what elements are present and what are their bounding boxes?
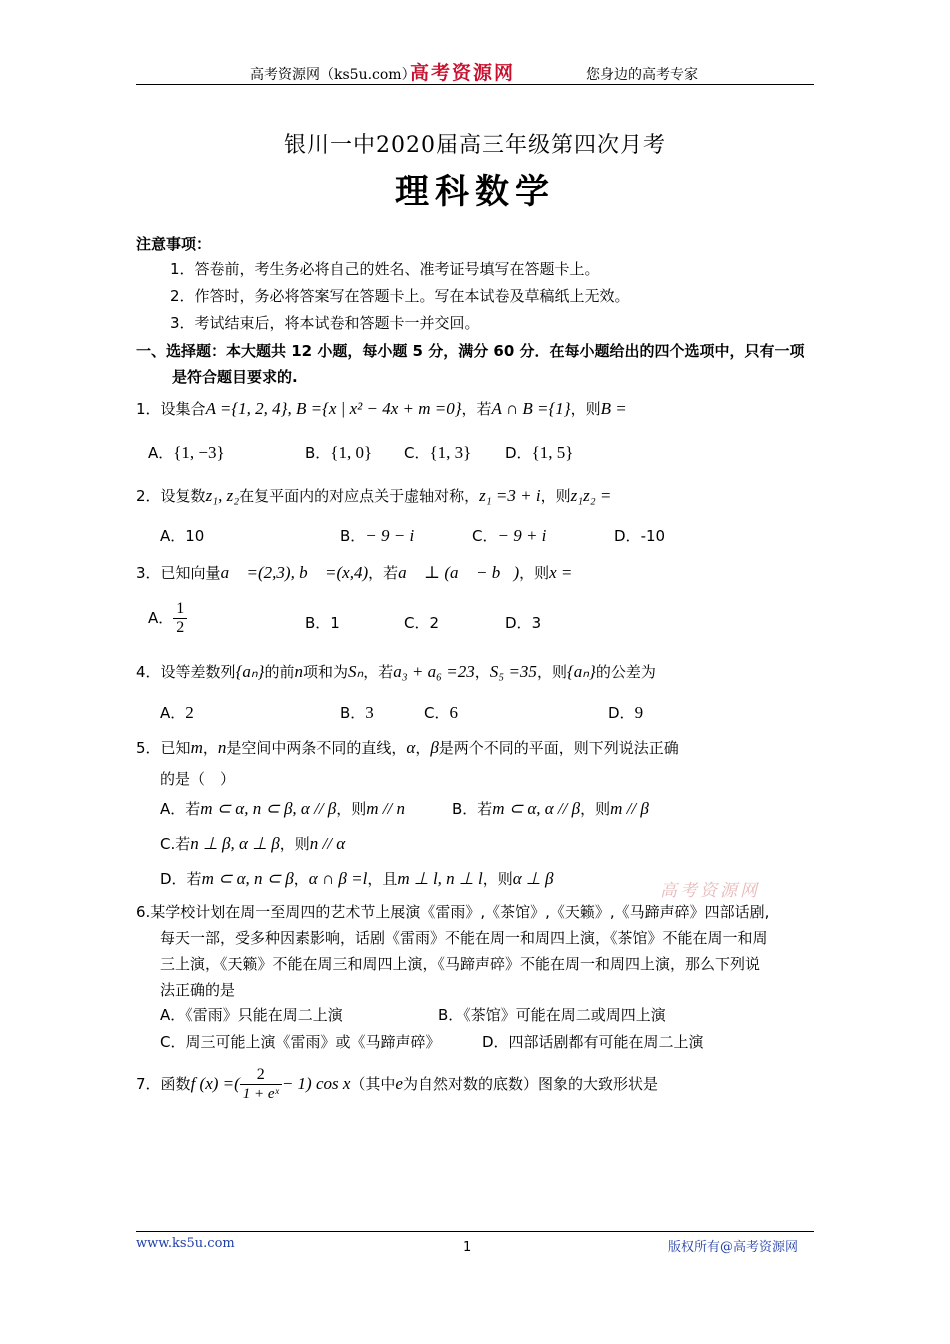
option-text: ，则 <box>336 800 367 818</box>
option-math: α ∩ β =l <box>308 869 368 888</box>
option-value: 2 <box>185 703 194 722</box>
q7-fraction <box>240 1066 282 1103</box>
q5-text: 是两个不同的平面，则下列说法正确 <box>438 739 679 757</box>
q7-text-post1: （其中 <box>350 1075 396 1093</box>
header-left: 高考资源网（ks5u.com） <box>250 67 416 83</box>
footer-rule <box>136 1231 814 1232</box>
option-value: {1, −3} <box>173 443 225 462</box>
q1-text-mid: ，若 <box>461 400 492 418</box>
q4-text-mid2: 项和为 <box>302 663 348 681</box>
option-label: A． <box>148 609 174 627</box>
option-label: B． <box>340 704 366 722</box>
q5-math-beta: β <box>430 738 439 757</box>
option-value: -10 <box>640 527 666 545</box>
q5-text: ， <box>202 739 218 757</box>
q2-option-b <box>340 525 414 546</box>
fraction-denominator: 1 + eˣ <box>242 1086 279 1102</box>
option-value: 1 <box>330 614 340 632</box>
option-value: 2 <box>429 614 440 632</box>
option-fraction <box>173 600 187 637</box>
q4-math-cond1: a₃ + a₆ =23 <box>393 662 475 681</box>
q6-option-b: B．《茶馆》可能在周二或周四上演 <box>438 1006 666 1024</box>
q5-option-a <box>160 799 405 819</box>
q7-text-post2: 为自然对数的底数）图象的大致形状是 <box>402 1075 658 1093</box>
q4-math-cond2: S₅ =35 <box>489 662 537 681</box>
option-value: 6 <box>449 703 458 722</box>
fraction-numerator: 1 <box>173 600 187 619</box>
q1-math-intersection: A ∩ B ={1} <box>491 399 571 418</box>
option-label: C.若 <box>160 835 191 853</box>
question-1 <box>136 399 627 419</box>
q4-text-mid5: ，则 <box>536 663 567 681</box>
q4-option-d <box>608 702 643 723</box>
q5-option-b <box>452 799 649 819</box>
option-label: D．若 <box>160 870 202 888</box>
footer-copyright: 版权所有@高考资源网 <box>668 1240 799 1255</box>
q4-math-n: n <box>294 662 303 681</box>
option-label: B． <box>305 614 331 632</box>
q7-math-rhs: − 1) cos x <box>281 1074 351 1093</box>
option-math: m ⊂ α, n ⊂ β, α // β <box>200 799 337 818</box>
q6-option-d: D．四部话剧都有可能在周二上演 <box>482 1033 704 1051</box>
q3-math-vectors: a⃗ =(2,3), b⃗ =(x,4) <box>220 563 369 582</box>
option-value: {1, 3} <box>429 443 472 462</box>
option-math: m // β <box>610 799 649 818</box>
option-label: B． <box>305 444 331 462</box>
q5-option-d <box>160 869 553 889</box>
q2-number: 2． <box>136 487 161 505</box>
q5-number: 5． <box>136 739 161 757</box>
q3-math-perp: a⃗ ⊥ (a⃗ − b⃗) <box>398 563 520 582</box>
q6-line-1: 6.某学校计划在周一至周四的艺术节上展演《雷雨》,《茶馆》,《天籁》,《马蹄声碎》四部话剧, <box>136 903 770 921</box>
q3-option-c <box>404 612 439 633</box>
option-label: C． <box>404 614 430 632</box>
option-text: ，则 <box>482 870 513 888</box>
q3-option-a <box>148 600 187 637</box>
q6-option-a: A．《雷雨》只能在周二上演 <box>160 1006 343 1024</box>
option-label: C． <box>472 527 498 545</box>
option-label: D． <box>614 527 641 545</box>
q2-option-d <box>614 525 665 546</box>
notice-item-2: 2．作答时，务必将答案写在答题卡上。写在本试卷及草稿纸上无效。 <box>170 287 630 305</box>
option-value: {1, 0} <box>330 443 373 462</box>
notice-item-3: 3．考试结束后，将本试卷和答题卡一并交回。 <box>170 314 480 332</box>
notice-heading: 注意事项： <box>136 235 212 253</box>
option-label: A． <box>160 527 186 545</box>
section-heading-cont: 是符合题目要求的. <box>172 368 298 386</box>
option-label: D． <box>505 614 532 632</box>
option-label: A．若 <box>160 800 201 818</box>
q5-text: ， <box>415 739 431 757</box>
q4-text-post: 的公差为 <box>595 663 656 681</box>
q2-option-a <box>160 525 204 546</box>
option-text: ，则 <box>279 835 310 853</box>
section-heading: 一、选择题：本大题共 12 小题，每小题 5 分，满分 60 分．在每小题给出的四个选项中，只有一项 <box>136 342 805 360</box>
q3-option-d <box>505 612 541 633</box>
q6-option-c: C．周三可能上演《雷雨》或《马蹄声碎》 <box>160 1033 441 1051</box>
option-label: C． <box>424 704 450 722</box>
q4-math-seq: {aₙ} <box>235 662 265 681</box>
q5-math-alpha: α <box>406 738 416 757</box>
header-right: 您身边的高考专家 <box>586 67 698 83</box>
q2-math-product: z₁z₂ = <box>570 486 612 505</box>
option-value: 9 <box>634 703 644 722</box>
q6-line-4: 法正确的是 <box>160 981 236 999</box>
option-label: D． <box>608 704 635 722</box>
option-math: m ⊂ α, n ⊂ β <box>201 869 294 888</box>
question-7 <box>136 1064 658 1104</box>
q2-math-z: z₁, z₂ <box>205 486 240 505</box>
q3-text-pre: 已知向量 <box>160 564 221 582</box>
question-4 <box>136 662 656 682</box>
notice-item-1: 1．答卷前，考生务必将自己的姓名、准考证号填写在答题卡上。 <box>170 260 600 278</box>
q3-text-mid: ，若 <box>368 564 399 582</box>
q2-text-post: ，则 <box>540 487 571 505</box>
q4-text-pre: 设等差数列 <box>160 663 236 681</box>
q4-number: 4． <box>136 663 161 681</box>
q4-option-c <box>424 702 458 723</box>
page-number: 1 <box>463 1240 472 1255</box>
q3-option-b <box>305 612 340 633</box>
question-3 <box>136 563 572 583</box>
q3-text-post: ，则 <box>519 564 550 582</box>
option-text: ，且 <box>367 870 398 888</box>
q2-text-mid: 在复平面内的对应点关于虚轴对称， <box>239 487 480 505</box>
option-label: D． <box>505 444 532 462</box>
subject-title: 理科数学 <box>395 172 555 212</box>
q1-option-c <box>404 442 471 463</box>
q5-option-c <box>160 834 345 854</box>
q4-text-mid3: ，若 <box>363 663 394 681</box>
option-label: B．若 <box>452 800 493 818</box>
option-math: α ⊥ β <box>512 869 554 888</box>
option-math: m // n <box>366 799 406 818</box>
q5-math-m: m <box>190 738 203 757</box>
q5-math-n: n <box>217 738 227 757</box>
q2-option-c <box>472 525 546 546</box>
option-label: A． <box>160 704 186 722</box>
q5-line2: 的是（ ） <box>160 770 236 788</box>
q4-option-a <box>160 702 194 723</box>
q5-text: 已知 <box>160 739 191 757</box>
option-value: − 9 − i <box>365 526 415 545</box>
q3-number: 3． <box>136 564 161 582</box>
q7-math-e: e <box>395 1074 403 1093</box>
q1-option-b <box>305 442 372 463</box>
q4-option-b <box>340 702 374 723</box>
option-label: B． <box>340 527 366 545</box>
question-2 <box>136 486 611 506</box>
q2-text-pre: 设复数 <box>160 487 206 505</box>
q5-text: 是空间中两条不同的直线， <box>226 739 407 757</box>
q4-math-sn: Sₙ <box>347 662 364 681</box>
q1-text-post: ，则 <box>570 400 601 418</box>
header-logo: 高考资源网 <box>410 62 516 84</box>
footer-link[interactable]: www.ks5u.com <box>136 1236 235 1251</box>
q4-text-mid1: 的前 <box>264 663 295 681</box>
q1-option-a <box>148 442 225 463</box>
option-math: m ⊥ l, n ⊥ l <box>397 869 483 888</box>
option-value: − 9 + i <box>497 526 547 545</box>
q1-number: 1． <box>136 400 161 418</box>
watermark: 高考资源网 <box>660 881 760 901</box>
q6-line-3: 三上演，《天籁》不能在周三和周四上演，《马蹄声碎》不能在周一和周四上演，那么下列说 <box>160 955 761 973</box>
q3-math-x: x = <box>549 563 573 582</box>
q4-math-seq2: {aₙ} <box>566 662 596 681</box>
option-math: n ⊥ β, α ⊥ β <box>190 834 280 853</box>
q7-number: 7． <box>136 1075 161 1093</box>
q7-text-pre: 函数 <box>160 1075 191 1093</box>
q6-line-2: 每天一部，受多种因素影响，话剧《雷雨》不能在周一和周四上演，《茶馆》不能在周一和周 <box>160 929 768 947</box>
q1-math-sets: A ={1, 2, 4}, B ={x | x² − 4x + m =0} <box>205 399 462 418</box>
q1-text-pre: 设集合 <box>160 400 206 418</box>
option-value: {1, 5} <box>531 443 574 462</box>
question-5 <box>136 738 679 758</box>
q1-math-b: B = <box>600 399 627 418</box>
q4-text-mid4: ， <box>474 663 490 681</box>
option-value: 10 <box>185 527 205 545</box>
option-math: m ⊂ α, α // β <box>492 799 581 818</box>
option-value: 3 <box>531 614 542 632</box>
option-label: A． <box>148 444 174 462</box>
q7-math-lhs: f (x) =( <box>190 1074 240 1093</box>
q2-math-z1: z₁ =3 + i <box>479 486 541 505</box>
fraction-numerator: 2 <box>240 1066 282 1085</box>
header-rule <box>136 84 814 85</box>
option-label: C． <box>404 444 430 462</box>
fraction-denominator: 2 <box>176 619 185 636</box>
exam-title: 银川一中2020届高三年级第四次月考 <box>284 133 666 158</box>
q1-option-d <box>505 442 573 463</box>
option-text: ，则 <box>580 800 611 818</box>
option-text: ， <box>293 870 309 888</box>
option-value: 3 <box>365 703 374 722</box>
option-math: n // α <box>309 834 346 853</box>
